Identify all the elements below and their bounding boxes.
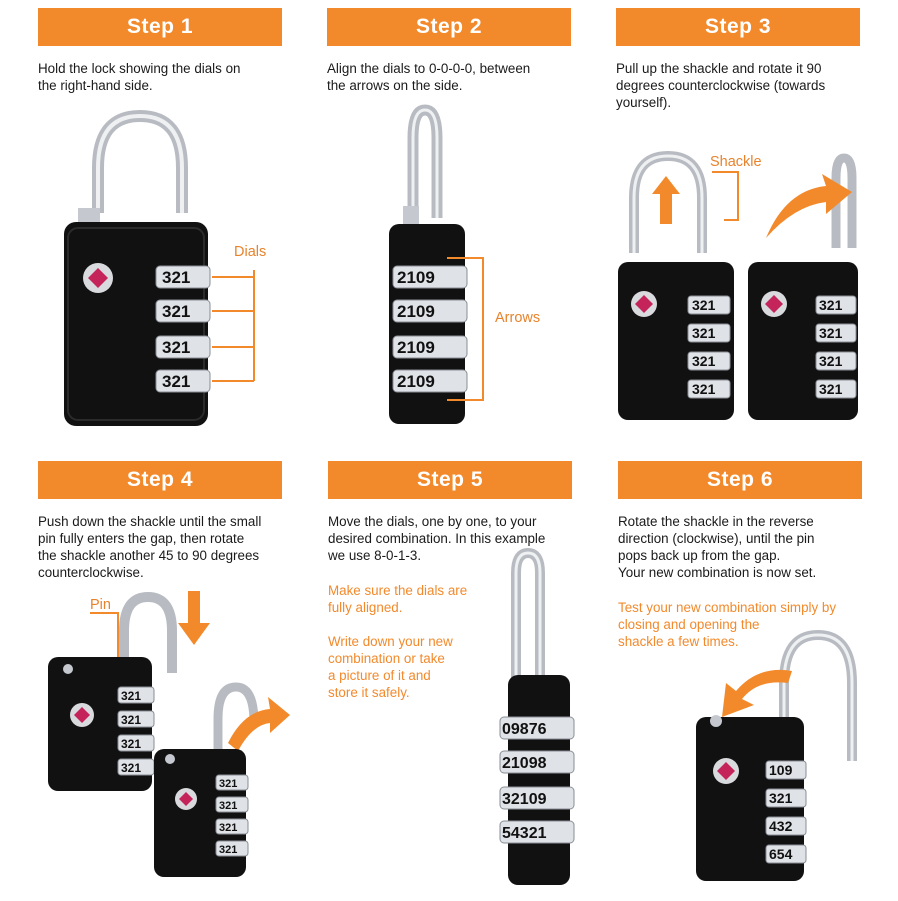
step-5-alignment-note: Make sure the dials are fully aligned. [328,583,468,615]
svg-text:321: 321 [692,381,716,397]
svg-text:321: 321 [692,297,716,313]
tsa-logo-icon [631,291,657,317]
svg-text:321: 321 [219,800,238,812]
shackle-callout-label: Shackle [710,154,762,170]
step-5-banner: Step 5 [328,461,572,499]
tsa-logo-icon [175,788,197,810]
svg-text:321: 321 [162,338,191,357]
step-3-description: Pull up the shackle and rotate it 90 degrees counterclockwise (towards yourself). [616,61,826,110]
up-arrow-icon [652,176,680,224]
step-6-lock-illustration [618,461,898,901]
svg-text:321: 321 [121,761,142,775]
dial-3 [500,787,574,809]
step-1-lock-illustration [38,8,328,448]
svg-text:321: 321 [819,297,843,313]
svg-text:321: 321 [819,325,843,341]
svg-text:109: 109 [769,762,793,778]
svg-text:2109: 2109 [397,338,435,357]
svg-text:321: 321 [769,790,793,806]
step-4-panel [38,461,328,901]
step-2-panel [327,8,617,448]
svg-text:321: 321 [162,268,191,287]
tsa-logo-icon [713,758,739,784]
step-2-description: Align the dials to 0-0-0-0, between the arrows on the side. [327,61,531,93]
svg-text:321: 321 [819,381,843,397]
step-2-banner: Step 2 [327,8,571,46]
dial-1 [393,266,467,288]
step-1-panel [38,8,328,448]
dial-1 [500,717,574,739]
svg-text:2109: 2109 [397,372,435,391]
step-5-lock-illustration [328,461,618,901]
step-6-panel [618,461,898,901]
dial-4 [393,370,467,392]
dial-4 [156,370,210,392]
step-5-panel [328,461,618,901]
step-3-lock-illustration [616,8,898,448]
step-4-banner: Step 4 [38,461,282,499]
svg-text:321: 321 [162,372,191,391]
svg-text:09876: 09876 [502,721,547,738]
dial-2 [500,751,574,773]
svg-text:32109: 32109 [502,791,547,808]
svg-text:2109: 2109 [397,268,435,287]
step-1-banner: Step 1 [38,8,282,46]
pin-callout-label: Pin [90,597,111,613]
step-2-lock-illustration [327,8,617,448]
tsa-logo-icon [70,703,94,727]
svg-text:321: 321 [219,844,238,856]
rotate-arrow-icon [228,697,290,751]
step-1-description: Hold the lock showing the dials on the right-hand side. [38,61,241,93]
svg-text:54321: 54321 [502,825,547,842]
svg-text:321: 321 [692,325,716,341]
step-5-write-down-note: Write down your new combination or take a picture of it and store it safely. [328,634,453,700]
step-3-panel [616,8,898,448]
step-3-banner: Step 3 [616,8,860,46]
svg-text:321: 321 [121,689,142,703]
dials-callout-label: Dials [234,244,267,260]
svg-text:321: 321 [819,353,843,369]
tsa-logo-icon [83,263,113,293]
dial-3 [393,336,467,358]
svg-text:21098: 21098 [502,755,547,772]
dial-2 [393,300,467,322]
svg-text:321: 321 [219,778,238,790]
svg-text:321: 321 [692,353,716,369]
arrows-callout-label: Arrows [495,310,541,326]
dial-2 [156,300,210,322]
dials-callout-lines [212,270,254,381]
down-arrow-icon [178,591,210,645]
svg-text:321: 321 [219,822,238,834]
step-4-lock-illustration [38,461,328,901]
dial-3 [156,336,210,358]
step-4-description: Push down the shackle until the small pin fully enters the gap, then rotate the shackle another 45 to 90 degrees counterclockwise. [38,514,262,580]
svg-text:432: 432 [769,818,793,834]
svg-text:321: 321 [162,302,191,321]
dial-4 [500,821,574,843]
svg-text:2109: 2109 [397,302,435,321]
dial-1 [156,266,210,288]
tsa-logo-icon [761,291,787,317]
svg-text:321: 321 [121,737,142,751]
svg-text:321: 321 [121,713,142,727]
step-6-test-note: Test your new combination simply by closing and opening the shackle a few times. [618,600,837,649]
step-5-description: Move the dials, one by one, to your desired combination. In this example we use 8-0-1-3. [328,514,546,563]
step-6-banner: Step 6 [618,461,862,499]
svg-text:654: 654 [769,846,793,862]
step-6-description: Rotate the shackle in the reverse direction (clockwise), until the pin pops back up from the gap. Your new combination is now set. [618,514,817,580]
